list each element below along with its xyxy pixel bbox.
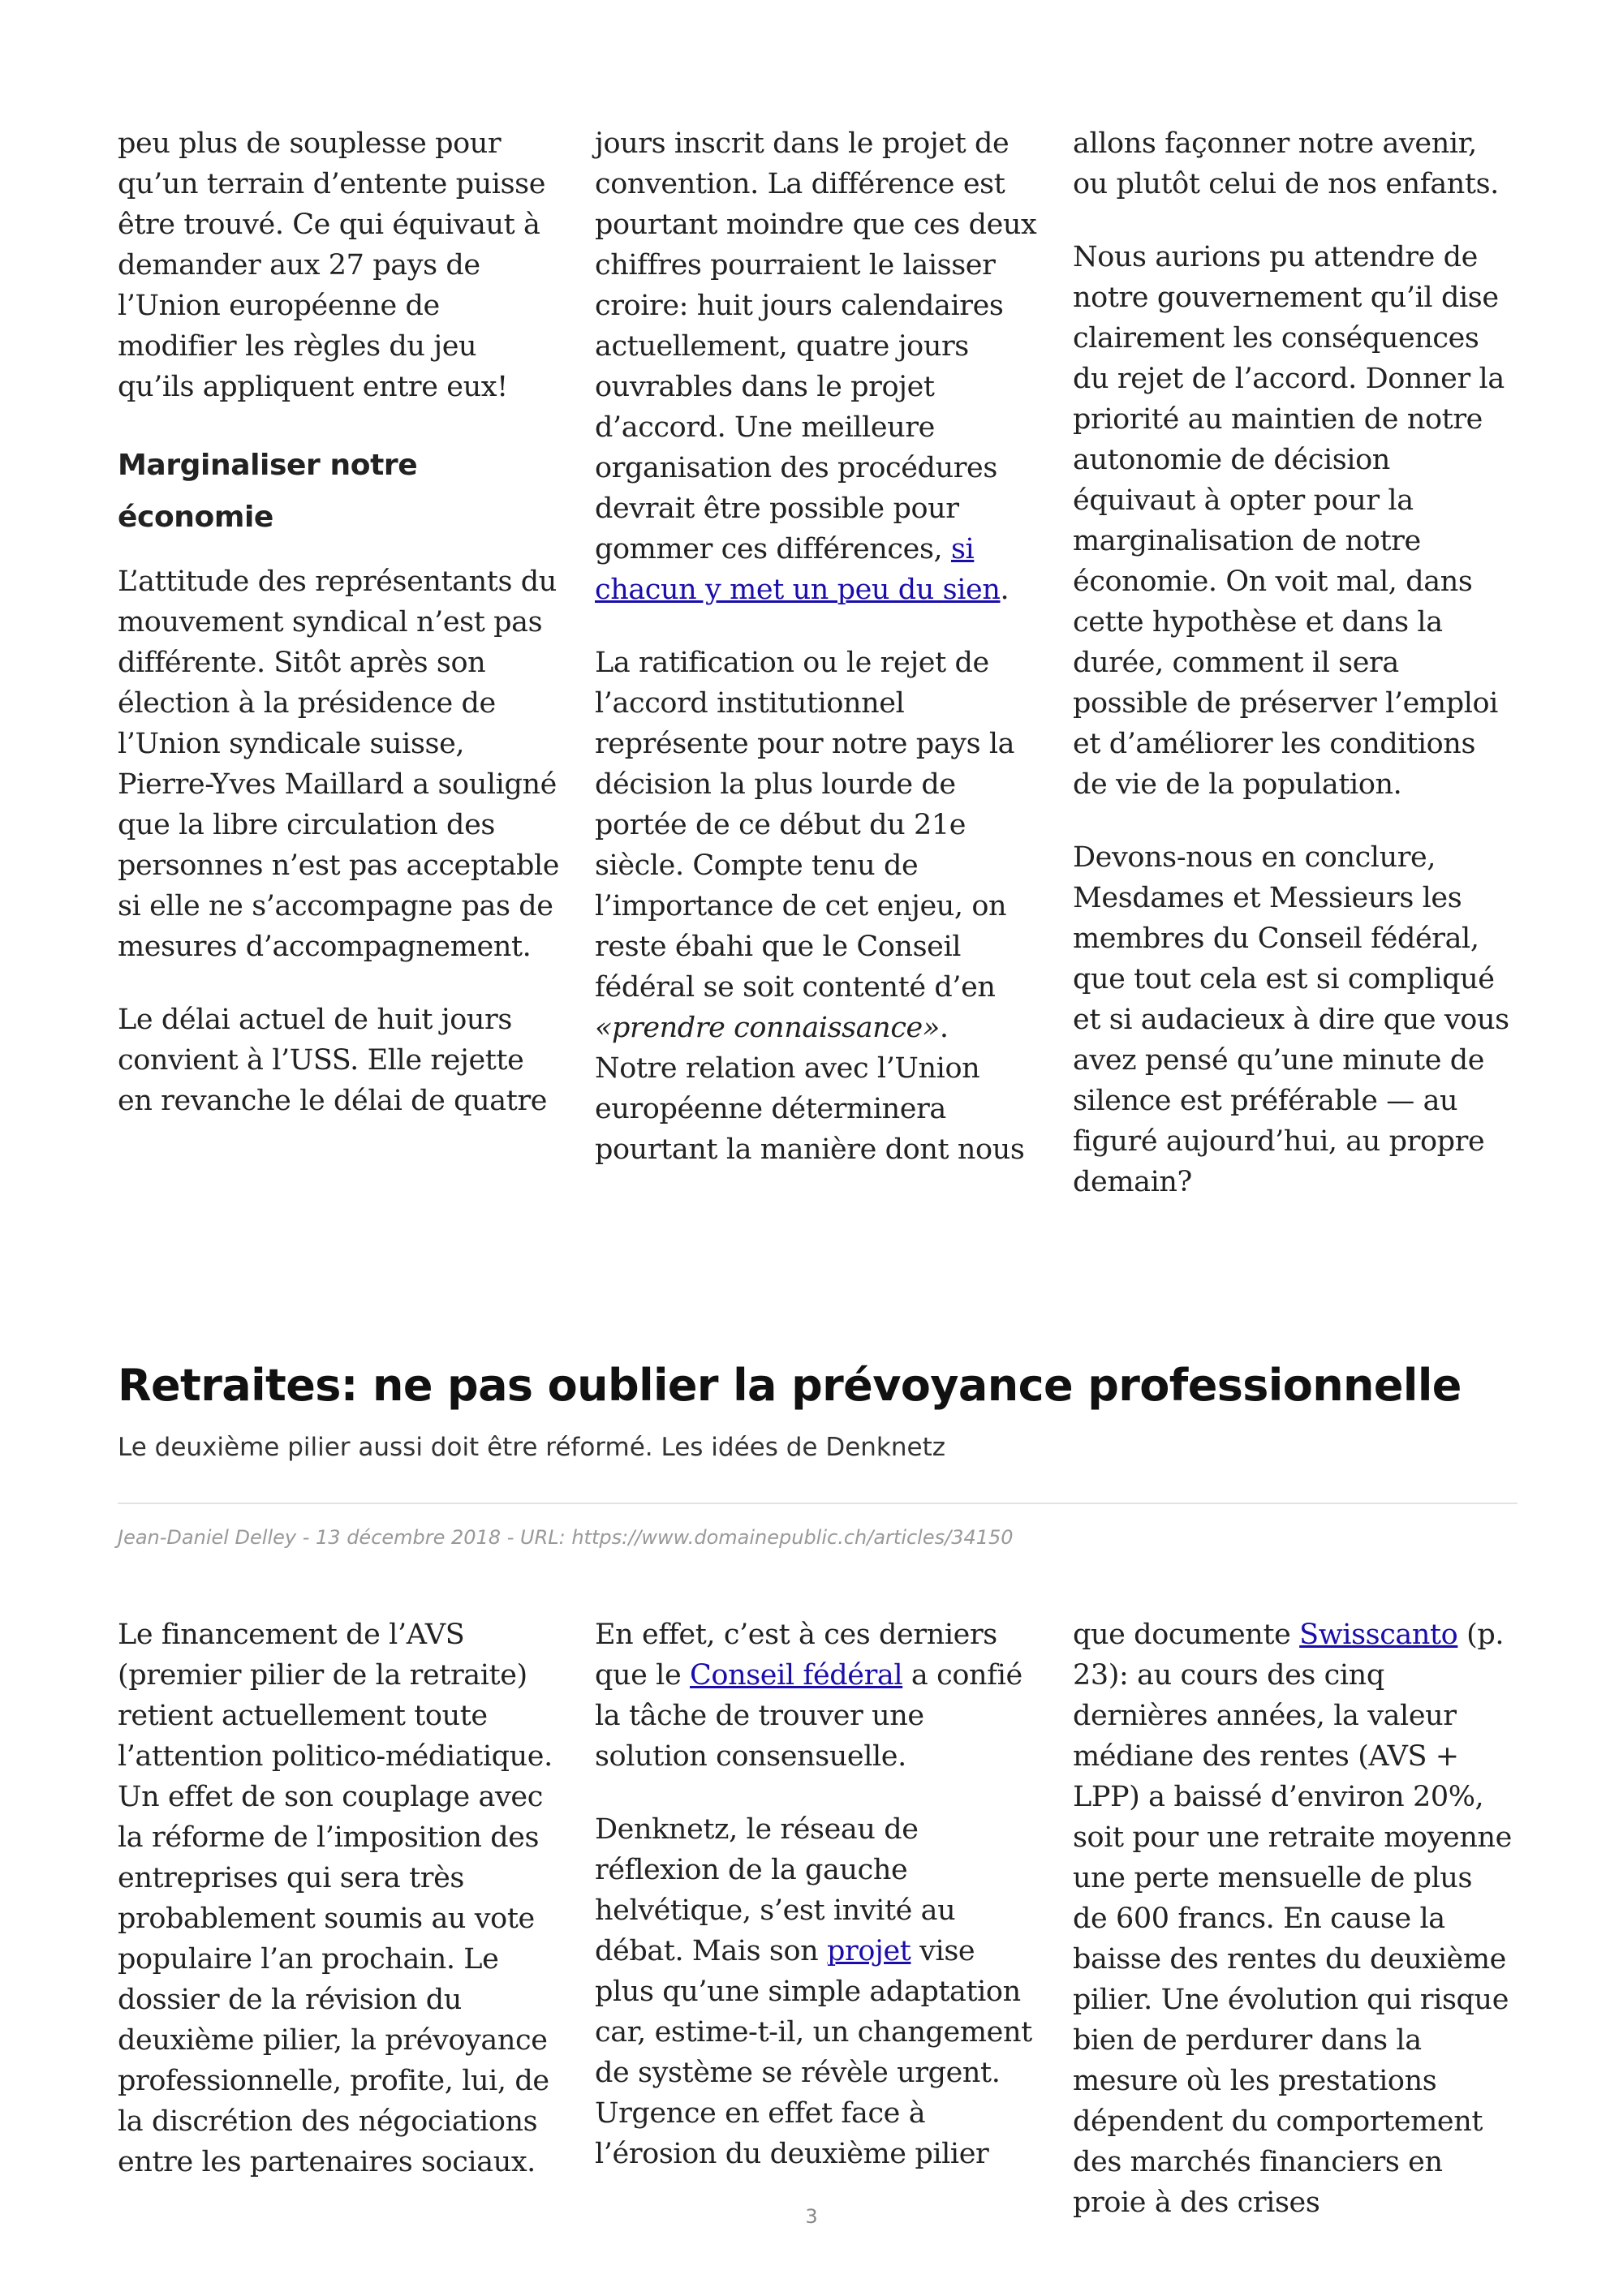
- paragraph: Le financement de l’AVS (premier pilier de la retraite) retient actuellement toute l’attention politico-médiatique. Un effet de son couplage avec la réforme de l’imposition des entreprises qui sera très probablement soumis au vote populaire l’an prochain. Le dossier de la révision du deuxième pilier, la prévoyance professionnelle, profite, lui, de la discrétion des négociations entre les partenaires sociaux.: [118, 1619, 553, 2178]
- paragraph-text: Denknetz, le réseau de réflexion de la gauche helvétique, s’est invité au débat. Mais son: [595, 1813, 956, 1967]
- paragraph: allons façonner notre avenir, ou plutôt celui de nos enfants.: [1073, 127, 1499, 200]
- paragraph-text: a confié la tâche de trouver une solution consensuelle.: [595, 1659, 1022, 1773]
- paragraph-text: (p. 23): au cours des cinq dernières années, la valeur médiane des rentes (AVS + LPP) a baissé d’environ 20%, soit pour une retraite moyenne une perte mensuelle de plus de 600 francs. En cause la baisse des rentes du deuxième pilier. Une évolution qui risque bien de perdurer dans la mesure où les prestations dépendent du comportement des marchés financiers en proie à des crises: [1073, 1619, 1512, 2219]
- paragraph-text: La ratification ou le rejet de l’accord institutionnel représente pour notre pays la décision la plus lourde de portée de ce début du 21e siècle. Compte tenu de l’importance de cet enjeu, on reste ébahi que le Conseil fédéral se soit contenté d’en: [595, 647, 1015, 1004]
- article1-column-2: [595, 123, 1037, 1202]
- article1-column-3: [1073, 123, 1515, 1235]
- paragraph: [595, 123, 1037, 610]
- article2-column-1: [118, 1615, 560, 2215]
- link-projet[interactable]: projet: [827, 1935, 911, 1967]
- article2-column-3: [1073, 1615, 1515, 2255]
- article-title: Retraites: ne pas oublier la prévoyance professionnelle: [118, 1360, 1462, 1411]
- paragraph-text: jours inscrit dans le projet de convention. La différence est pourtant moindre que ces deux chiffres pourraient le laisser croire: huit jours calendaires actuellement, quatre jours ouvrables dans le projet d’accord. Une meilleure organisation des procédures devrait être possible pour gommer ces différences,: [595, 127, 1037, 565]
- article-subtitle: Le deuxième pilier aussi doit être réformé. Les idées de Denknetz: [118, 1433, 946, 1462]
- paragraph: [1073, 1615, 1515, 2223]
- paragraph: peu plus de souplesse pour qu’un terrain d’entente puisse être trouvé. Ce qui équivaut à demander aux 27 pays de l’Union européenne de modifier les règles du jeu qu’ils appliquent entre eux!: [118, 127, 546, 403]
- paragraph: [595, 1615, 1037, 1777]
- paragraph-text: .: [1000, 574, 1010, 606]
- paragraph-text: que documente: [1073, 1619, 1300, 1651]
- paragraph-text: vise plus qu’une simple adaptation car, estime-t-il, un changement de système se révèle urgent. Urgence en effet face à l’érosion du deuxième pilier: [595, 1935, 1032, 2170]
- paragraph: Devons-nous en conclure, Mesdames et Messieurs les membres du Conseil fédéral, que tout cela est si compliqué et si audacieux à dire que vous avez pensé qu’une minute de silence est préférable — au figuré aujourd’hui, au propre demain?: [1073, 841, 1509, 1198]
- article-meta: Jean-Daniel Delley - 13 décembre 2018 - URL: https://www.domainepublic.ch/articles/34150: [118, 1526, 1014, 1549]
- paragraph: Le délai actuel de huit jours convient à l’USS. Elle rejette en revanche le délai de quatre: [118, 1004, 548, 1117]
- paragraph: [595, 643, 1037, 1170]
- paragraph: Nous aurions pu attendre de notre gouvernement qu’il dise clairement les conséquences du rejet de l’accord. Donner la priorité au maintien de notre autonomie de décision équivaut à opter pour la marginalisation de notre économie. On voit mal, dans cette hypothèse et dans la durée, comment il sera possible de préserver l’emploi et d’améliorer les conditions de vie de la population.: [1073, 241, 1505, 801]
- paragraph-text: En effet, c’est à ces derniers que le: [595, 1619, 997, 1692]
- paragraph: L’attitude des représentants du mouvement syndical n’est pas différente. Sitôt après son élection à la présidence de l’Union syndicale suisse, Pierre-Yves Maillard a souligné que la libre circulation des personnes n’est pas acceptable si elle ne s’accompagne pas de mesures d’accompagnement.: [118, 565, 560, 963]
- article1-column-1: [118, 123, 560, 1154]
- paragraph: [595, 1809, 1037, 2174]
- page-number: 3: [805, 2205, 818, 2228]
- link-conseil-federal[interactable]: Conseil fédéral: [690, 1659, 903, 1692]
- quoted-phrase: «prendre connaissance»: [595, 1012, 940, 1044]
- link-si-chacun[interactable]: si chacun y met un peu du sien: [595, 533, 1001, 606]
- divider: [118, 1503, 1518, 1504]
- link-swisscanto[interactable]: Swisscanto: [1299, 1619, 1458, 1651]
- article2-column-2: [595, 1615, 1037, 2207]
- paragraph-text: . Notre relation avec l’Union européenne déterminera pourtant la manière dont nous: [595, 1012, 1025, 1166]
- section-subheading: Marginaliser notre économie: [118, 449, 418, 534]
